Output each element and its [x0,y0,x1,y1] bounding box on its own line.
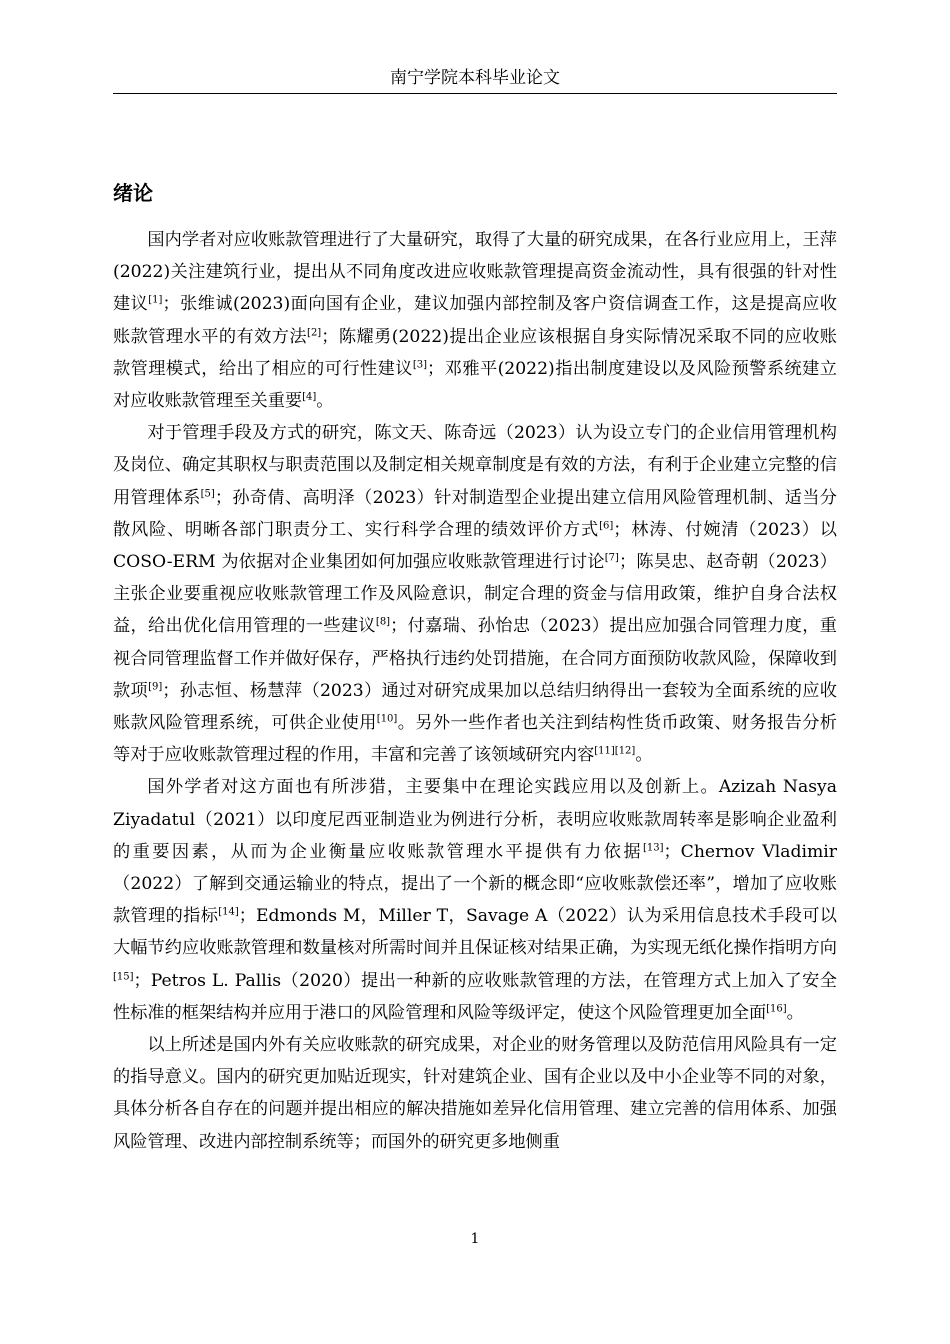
citation-ref: [2] [307,326,322,338]
citation-ref: [6] [599,520,614,532]
citation-ref: [5] [200,487,215,499]
citation-ref: [3] [412,359,428,371]
paragraph-text: 对于管理手段及方式的研究，陈文天、陈奇远（2023）认为设立专门的企业信用管理机构及岗位、确定其职权与职责范围以及制定相关规章制度是有效的方法，有利于企业建立完整的信用管理体系 [113,423,837,508]
paragraph-text: 国外学者对这方面也有所涉猎，主要集中在理论实践应用以及创新上。Azizah Nasya Ziyadatul（2021）以印度尼西亚制造业为例进行分析，表明应收账款周转率是影响企业盈利的重要因素，从而为企业衡量应收账款管理水平提供有力依据 [113,777,837,862]
paragraph-text: 。另外一些作者也关注到结构性货币政策、财务报告分析等对于应收账款管理过程的作用，丰富和完善了该领域研究内容 [113,713,837,766]
paragraph [113,771,837,1029]
paragraph-text: ；张维诚(2023)面向国有企业，建议加强内部控制及客户资信调查工作，这是提高应收账款管理水平的有效方法 [113,294,837,347]
paragraph-text: ；Edmonds M，Miller T，Savage A（2022）认为采用信息技术手段可以大幅节约应收账款管理和数量核对所需时间并且保证核对结果正确，为实现无纸化操作指明方向 [113,906,837,959]
citation-ref: [1] [148,294,163,306]
header-rule [113,93,837,94]
paragraph-text: 以上所述是国内外有关应收账款的研究成果，对企业的财务管理以及防范信用风险具有一定的指导意义。国内的研究更加贴近现实，针对建筑企业、国有企业以及中小企业等不同的对象，具体分析各自存在的问题并提出相应的解决措施如差异化信用管理、建立完善的信用体系、加强风险管理、改进内部控制系统等；而国外的研究更多地侧重 [113,1035,837,1152]
paragraph-text: ；邓雅平(2022)指出制度建设以及风险预警系统建立对应收账款管理至关重要 [113,358,837,412]
paragraph [113,1029,837,1158]
citation-ref: [8] [375,616,391,628]
paragraph [113,224,837,417]
citation-ref: [10] [376,713,398,725]
paragraph-text: ；Petros L. Pallis（2020）提出一种新的应收账款管理的方法，在管理方式上加入了安全性标准的框架结构并应用于港口的风险管理和风险等级评定，使这个风险管理更加全面 [113,970,837,1023]
paragraph-text: ；陈昊忠、赵奇朝（2023）主张企业要重视应收账款管理工作及风险意识，制定合理的资金与信用政策，维护自身合法权益，给出优化信用管理的一些建议 [113,552,837,637]
citation-ref: [16] [766,1003,787,1015]
paragraph-text: ；付嘉瑞、孙怡忠（2023）提出应加强合同管理力度，重视合同管理监督工作并做好保存，严格执行违约处罚措施，在合同方面预防收款风险，保障收到款项 [113,616,837,701]
paragraph-text: 。 [786,1002,804,1023]
paragraph-text: 国内学者对应收账款管理进行了大量研究，取得了大量的研究成果，在各行业应用上，王萍(2022)关注建筑行业，提出从不同角度改进应收账款管理提高资金流动性，具有很强的针对性建议 [113,230,837,315]
body-text [113,224,837,1158]
citation-ref: [11][12] [594,745,636,757]
page-number: 1 [470,1231,480,1247]
citation-ref: [7] [604,552,619,564]
citation-ref: [9] [148,681,163,693]
paragraph-text: ；Chernov Vladimir（2022）了解到交通运输业的特点，提出了一个新的概念即“应收账款偿还率”，增加了应收账款管理的指标 [113,841,837,927]
citation-ref: [13] [642,842,664,854]
citation-ref: [14] [218,906,239,918]
section-title: 绪论 [113,181,153,205]
paragraph-text: 。 [316,391,334,412]
paragraph-text: ；孙志恒、杨慧萍（2023）通过对研究成果加以总结归纳得出一套较为全面系统的应收账款风险管理系统，可供企业使用 [113,680,837,734]
paragraph [113,417,837,771]
running-header: 南宁学院本科毕业论文 [390,68,560,88]
paragraph-text: ；陈耀勇(2022)提出企业应该根据自身实际情况采取不同的应收账款管理模式，给出了相应的可行性建议 [113,326,837,379]
paragraph-text: ；林涛、付婉清（2023）以 COSO-ERM 为依据对企业集团如何加强应收账款管理进行讨论 [113,519,837,573]
paragraph-text: 。 [635,745,653,766]
paragraph-text: ；孙奇倩、高明泽（2023）针对制造型企业提出建立信用风险管理机制、适当分散风险、明晰各部门职责分工、实行科学合理的绩效评价方式 [113,487,837,540]
citation-ref: [15] [113,970,134,982]
citation-ref: [4] [302,391,317,403]
